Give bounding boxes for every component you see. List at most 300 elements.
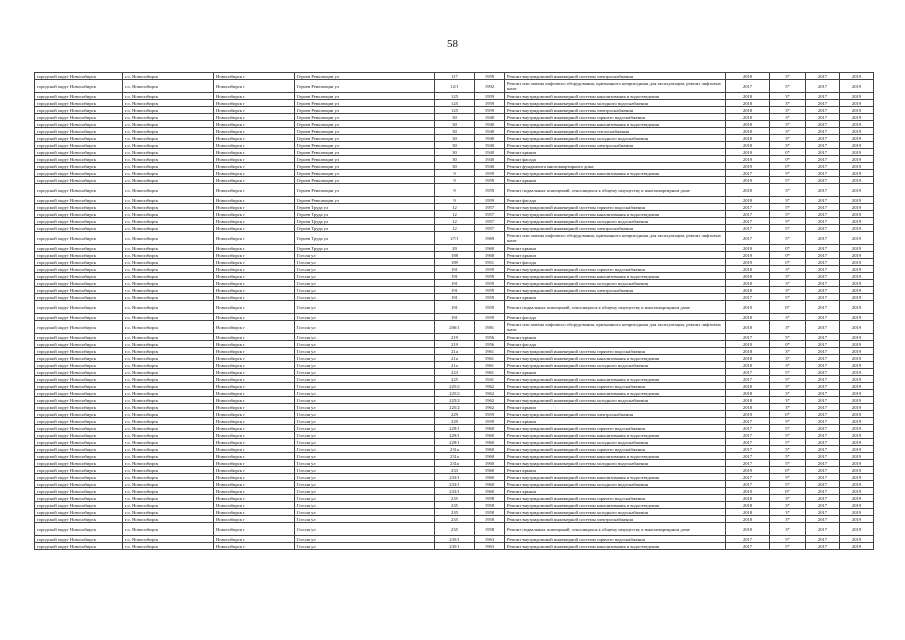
period-start-cell: 2017: [806, 197, 840, 204]
priority-cell: 3*: [770, 321, 806, 334]
city-cell: Новосибирск г: [214, 348, 295, 355]
period-start-cell: 2017: [806, 321, 840, 334]
district-cell: городской округ Новосибирск: [35, 523, 123, 536]
district-cell: городской округ Новосибирск: [35, 135, 123, 142]
priority-cell: 0*: [770, 156, 806, 163]
period-start-cell: 2017: [806, 218, 840, 225]
street-cell: Гоголя ул: [295, 474, 435, 481]
house-number-cell: 191: [435, 287, 475, 294]
priority-cell: 0*: [770, 149, 806, 156]
street-cell: Гоголя ул: [295, 453, 435, 460]
district-cell: городской округ Новосибирск: [35, 348, 123, 355]
build-year-cell: 1959: [475, 107, 505, 114]
municipality-cell: г.о. Новосибирск: [123, 204, 214, 211]
priority-cell: 0*: [770, 252, 806, 259]
repair-schedule-table: [34, 72, 874, 550]
city-cell: Новосибирск г: [214, 418, 295, 425]
district-cell: городской округ Новосибирск: [35, 280, 123, 287]
street-cell: Гоголя ул: [295, 273, 435, 280]
table-row: [35, 93, 874, 100]
period-end-cell: 2019: [840, 460, 874, 467]
priority-cell: 5*: [770, 334, 806, 341]
period-end-cell: 2019: [840, 280, 874, 287]
work-type-cell: Ремонт или замена лифтового оборудования, признанного непригодным для эксплуатации, ремонт лифтовых шахт: [505, 80, 726, 93]
period-end-cell: 2019: [840, 509, 874, 516]
period-start-cell: 2017: [806, 502, 840, 509]
house-number-cell: 30: [435, 135, 475, 142]
build-year-cell: 1941: [475, 376, 505, 383]
street-cell: Гоголя ул: [295, 495, 435, 502]
municipality-cell: г.о. Новосибирск: [123, 280, 214, 287]
district-cell: городской округ Новосибирск: [35, 376, 123, 383]
period-end-cell: 2019: [840, 252, 874, 259]
build-year-cell: 1962: [475, 404, 505, 411]
build-year-cell: 1960: [475, 446, 505, 453]
city-cell: Новосибирск г: [214, 369, 295, 376]
plan-year-cell: 2017: [726, 294, 770, 301]
work-type-cell: Ремонт фасада: [505, 156, 726, 163]
district-cell: городской округ Новосибирск: [35, 149, 123, 156]
house-number-cell: 125: [435, 93, 475, 100]
priority-cell: 5*: [770, 294, 806, 301]
work-type-cell: Ремонт внутридомовой инженерной системы холодного водоснабжения: [505, 509, 726, 516]
street-cell: Героев Революции ул: [295, 142, 435, 149]
work-type-cell: Ремонт внутридомовой инженерной системы холодного водоснабжения: [505, 280, 726, 287]
plan-year-cell: 2018: [726, 495, 770, 502]
plan-year-cell: 2017: [726, 460, 770, 467]
work-type-cell: Ремонт крыши: [505, 177, 726, 184]
period-start-cell: 2017: [806, 481, 840, 488]
period-end-cell: 2019: [840, 334, 874, 341]
build-year-cell: 1960: [475, 439, 505, 446]
priority-cell: 5*: [770, 369, 806, 376]
district-cell: городской округ Новосибирск: [35, 80, 123, 93]
city-cell: Новосибирск г: [214, 280, 295, 287]
plan-year-cell: 2017: [726, 453, 770, 460]
build-year-cell: 1961: [475, 369, 505, 376]
street-cell: Гоголя ул: [295, 509, 435, 516]
city-cell: Новосибирск г: [214, 383, 295, 390]
street-cell: Гоголя ул: [295, 446, 435, 453]
municipality-cell: г.о. Новосибирск: [123, 170, 214, 177]
build-year-cell: 1968: [475, 252, 505, 259]
period-end-cell: 2019: [840, 232, 874, 245]
period-end-cell: 2019: [840, 149, 874, 156]
work-type-cell: Ремонт внутридомовой инженерной системы электроснабжения: [505, 107, 726, 114]
municipality-cell: г.о. Новосибирск: [123, 355, 214, 362]
municipality-cell: г.о. Новосибирск: [123, 321, 214, 334]
plan-year-cell: 2018: [726, 509, 770, 516]
plan-year-cell: 2019: [726, 411, 770, 418]
plan-year-cell: 2017: [726, 225, 770, 232]
city-cell: Новосибирск г: [214, 321, 295, 334]
street-cell: Гоголя ул: [295, 418, 435, 425]
period-start-cell: 2017: [806, 467, 840, 474]
table-row: [35, 280, 874, 287]
priority-cell: 3*: [770, 142, 806, 149]
city-cell: Новосибирск г: [214, 163, 295, 170]
municipality-cell: г.о. Новосибирск: [123, 252, 214, 259]
build-year-cell: 1959: [475, 197, 505, 204]
table-row: [35, 100, 874, 107]
city-cell: Новосибирск г: [214, 232, 295, 245]
street-cell: Героев Труда ул: [295, 245, 435, 252]
house-number-cell: 125: [435, 100, 475, 107]
period-end-cell: 2019: [840, 170, 874, 177]
district-cell: городской округ Новосибирск: [35, 362, 123, 369]
period-start-cell: 2017: [806, 135, 840, 142]
district-cell: городской округ Новосибирск: [35, 259, 123, 266]
period-start-cell: 2017: [806, 523, 840, 536]
municipality-cell: г.о. Новосибирск: [123, 107, 214, 114]
house-number-cell: 225/2: [435, 404, 475, 411]
city-cell: Новосибирск г: [214, 453, 295, 460]
municipality-cell: г.о. Новосибирск: [123, 93, 214, 100]
city-cell: Новосибирск г: [214, 397, 295, 404]
district-cell: городской округ Новосибирск: [35, 266, 123, 273]
street-cell: Гоголя ул: [295, 390, 435, 397]
build-year-cell: 1960: [475, 460, 505, 467]
period-start-cell: 2017: [806, 474, 840, 481]
priority-cell: 3*: [770, 390, 806, 397]
plan-year-cell: 2018: [726, 397, 770, 404]
municipality-cell: г.о. Новосибирск: [123, 523, 214, 536]
district-cell: городской округ Новосибирск: [35, 93, 123, 100]
priority-cell: 0*: [770, 488, 806, 495]
period-start-cell: 2017: [806, 245, 840, 252]
street-cell: Героев Революции ул: [295, 128, 435, 135]
house-number-cell: 21а: [435, 348, 475, 355]
build-year-cell: 1940: [475, 128, 505, 135]
period-start-cell: 2017: [806, 280, 840, 287]
municipality-cell: г.о. Новосибирск: [123, 362, 214, 369]
house-number-cell: 30: [435, 142, 475, 149]
plan-year-cell: 2017: [726, 439, 770, 446]
plan-year-cell: 2019: [726, 259, 770, 266]
work-type-cell: Ремонт внутридомовой инженерной системы канализования и водоотведения: [505, 432, 726, 439]
period-start-cell: 2017: [806, 149, 840, 156]
municipality-cell: г.о. Новосибирск: [123, 467, 214, 474]
municipality-cell: г.о. Новосибирск: [123, 121, 214, 128]
district-cell: городской округ Новосибирск: [35, 397, 123, 404]
street-cell: Гоголя ул: [295, 294, 435, 301]
table-row: [35, 204, 874, 211]
period-start-cell: 2017: [806, 73, 840, 80]
city-cell: Новосибирск г: [214, 135, 295, 142]
work-type-cell: Ремонт внутридомовой инженерной системы горячего водоснабжения: [505, 425, 726, 432]
build-year-cell: 1940: [475, 149, 505, 156]
house-number-cell: 21а: [435, 355, 475, 362]
build-year-cell: 1961: [475, 355, 505, 362]
plan-year-cell: 2019: [726, 467, 770, 474]
build-year-cell: 1959: [475, 418, 505, 425]
table-row: [35, 509, 874, 516]
build-year-cell: 1958: [475, 502, 505, 509]
house-number-cell: 229: [435, 411, 475, 418]
plan-year-cell: 2018: [726, 114, 770, 121]
table-row: [35, 341, 874, 348]
work-type-cell: Ремонт крыши: [505, 369, 726, 376]
work-type-cell: Ремонт внутридомовой инженерной системы холодного водоснабжения: [505, 439, 726, 446]
table-row: [35, 369, 874, 376]
priority-cell: 5*: [770, 446, 806, 453]
street-cell: Гоголя ул: [295, 348, 435, 355]
municipality-cell: г.о. Новосибирск: [123, 73, 214, 80]
city-cell: Новосибирск г: [214, 488, 295, 495]
table-row: [35, 177, 874, 184]
work-type-cell: Ремонт внутридомовой инженерной системы горячего водоснабжения: [505, 266, 726, 273]
table-row: [35, 218, 874, 225]
table-body: [35, 73, 874, 550]
city-cell: Новосибирск г: [214, 301, 295, 314]
priority-cell: 5*: [770, 376, 806, 383]
municipality-cell: г.о. Новосибирск: [123, 404, 214, 411]
build-year-cell: 1940: [475, 114, 505, 121]
street-cell: Героев Революции ул: [295, 177, 435, 184]
house-number-cell: 233/1: [435, 488, 475, 495]
period-start-cell: 2017: [806, 404, 840, 411]
street-cell: Гоголя ул: [295, 536, 435, 543]
work-type-cell: Ремонт внутридомовой инженерной системы канализования и водоотведения: [505, 543, 726, 550]
period-start-cell: 2017: [806, 301, 840, 314]
municipality-cell: г.о. Новосибирск: [123, 114, 214, 121]
build-year-cell: 1959: [475, 273, 505, 280]
period-end-cell: 2019: [840, 314, 874, 321]
plan-year-cell: 2019: [726, 488, 770, 495]
street-cell: Гоголя ул: [295, 481, 435, 488]
period-start-cell: 2017: [806, 100, 840, 107]
work-type-cell: Ремонт внутридомовой инженерной системы канализования и водоотведения: [505, 211, 726, 218]
build-year-cell: 1961: [475, 362, 505, 369]
period-end-cell: 2019: [840, 211, 874, 218]
priority-cell: 0*: [770, 163, 806, 170]
table-row: [35, 411, 874, 418]
build-year-cell: 1959: [475, 294, 505, 301]
table-row: [35, 467, 874, 474]
build-year-cell: 1957: [475, 211, 505, 218]
work-type-cell: Ремонт внутридомовой инженерной системы горячего водоснабжения: [505, 348, 726, 355]
house-number-cell: 21а: [435, 362, 475, 369]
municipality-cell: г.о. Новосибирск: [123, 142, 214, 149]
plan-year-cell: 2019: [726, 245, 770, 252]
house-number-cell: 191: [435, 273, 475, 280]
city-cell: Новосибирск г: [214, 156, 295, 163]
build-year-cell: 1957: [475, 225, 505, 232]
period-end-cell: 2019: [840, 197, 874, 204]
street-cell: Гоголя ул: [295, 314, 435, 321]
table-row: [35, 225, 874, 232]
work-type-cell: Ремонт подвальных помещений, относящихся к общему имуществу в многоквартирном доме: [505, 301, 726, 314]
work-type-cell: Ремонт внутридомовой инженерной системы электроснабжения: [505, 411, 726, 418]
city-cell: Новосибирск г: [214, 266, 295, 273]
district-cell: городской округ Новосибирск: [35, 232, 123, 245]
period-end-cell: 2019: [840, 376, 874, 383]
house-number-cell: 191: [435, 266, 475, 273]
priority-cell: 3*: [770, 314, 806, 321]
table-row: [35, 474, 874, 481]
district-cell: городской округ Новосибирск: [35, 294, 123, 301]
plan-year-cell: 2017: [726, 418, 770, 425]
build-year-cell: 1969: [475, 232, 505, 245]
work-type-cell: Ремонт внутридомовой инженерной системы канализования и водоотведения: [505, 502, 726, 509]
district-cell: городской округ Новосибирск: [35, 114, 123, 121]
work-type-cell: Ремонт крыши: [505, 418, 726, 425]
plan-year-cell: 2018: [726, 184, 770, 197]
priority-cell: 5*: [770, 80, 806, 93]
house-number-cell: 191: [435, 280, 475, 287]
priority-cell: 3*: [770, 404, 806, 411]
municipality-cell: г.о. Новосибирск: [123, 536, 214, 543]
street-cell: Гоголя ул: [295, 439, 435, 446]
table-row: [35, 432, 874, 439]
build-year-cell: 1959: [475, 184, 505, 197]
district-cell: городской округ Новосибирск: [35, 341, 123, 348]
table-row: [35, 516, 874, 523]
period-start-cell: 2017: [806, 163, 840, 170]
district-cell: городской округ Новосибирск: [35, 156, 123, 163]
street-cell: Гоголя ул: [295, 404, 435, 411]
city-cell: Новосибирск г: [214, 100, 295, 107]
period-start-cell: 2017: [806, 397, 840, 404]
plan-year-cell: 2017: [726, 446, 770, 453]
work-type-cell: Ремонт крыши: [505, 467, 726, 474]
municipality-cell: г.о. Новосибирск: [123, 287, 214, 294]
street-cell: Героев Труда ул: [295, 232, 435, 245]
table-row: [35, 446, 874, 453]
build-year-cell: 1963: [475, 543, 505, 550]
plan-year-cell: 2017: [726, 425, 770, 432]
municipality-cell: г.о. Новосибирск: [123, 245, 214, 252]
priority-cell: 3*: [770, 523, 806, 536]
municipality-cell: г.о. Новосибирск: [123, 314, 214, 321]
period-start-cell: 2017: [806, 369, 840, 376]
priority-cell: 3*: [770, 287, 806, 294]
build-year-cell: 1981: [475, 321, 505, 334]
period-end-cell: 2019: [840, 355, 874, 362]
house-number-cell: 30: [435, 163, 475, 170]
plan-year-cell: 2018: [726, 107, 770, 114]
table-row: [35, 334, 874, 341]
build-year-cell: 1959: [475, 100, 505, 107]
build-year-cell: 1960: [475, 481, 505, 488]
street-cell: Гоголя ул: [295, 266, 435, 273]
period-start-cell: 2017: [806, 252, 840, 259]
priority-cell: 5*: [770, 536, 806, 543]
priority-cell: 3*: [770, 355, 806, 362]
period-end-cell: 2019: [840, 245, 874, 252]
priority-cell: 3*: [770, 135, 806, 142]
street-cell: Героев Революции ул: [295, 93, 435, 100]
city-cell: Новосибирск г: [214, 107, 295, 114]
work-type-cell: Ремонт фасада: [505, 259, 726, 266]
city-cell: Новосибирск г: [214, 259, 295, 266]
period-start-cell: 2017: [806, 170, 840, 177]
street-cell: Героев Труда ул: [295, 225, 435, 232]
table-row: [35, 80, 874, 93]
house-number-cell: 223: [435, 369, 475, 376]
period-start-cell: 2017: [806, 495, 840, 502]
priority-cell: 5*: [770, 453, 806, 460]
build-year-cell: 1940: [475, 135, 505, 142]
work-type-cell: Ремонт или замена лифтового оборудования, признанного непригодным для эксплуатации, ремонт лифтовых шахт: [505, 321, 726, 334]
plan-year-cell: 2019: [726, 163, 770, 170]
period-end-cell: 2019: [840, 439, 874, 446]
build-year-cell: 1960: [475, 425, 505, 432]
municipality-cell: г.о. Новосибирск: [123, 128, 214, 135]
district-cell: городской округ Новосибирск: [35, 273, 123, 280]
build-year-cell: 1940: [475, 156, 505, 163]
house-number-cell: 12: [435, 225, 475, 232]
plan-year-cell: 2018: [726, 390, 770, 397]
build-year-cell: 1958: [475, 495, 505, 502]
period-start-cell: 2017: [806, 362, 840, 369]
work-type-cell: Ремонт внутридомовой инженерной системы холодного водоснабжения: [505, 397, 726, 404]
period-start-cell: 2017: [806, 177, 840, 184]
plan-year-cell: 2018: [726, 100, 770, 107]
work-type-cell: Ремонт внутридомовой инженерной системы канализования и водоотведения: [505, 355, 726, 362]
table-row: [35, 383, 874, 390]
priority-cell: 5*: [770, 177, 806, 184]
municipality-cell: г.о. Новосибирск: [123, 149, 214, 156]
house-number-cell: 235/1: [435, 536, 475, 543]
street-cell: Гоголя ул: [295, 543, 435, 550]
priority-cell: 5*: [770, 432, 806, 439]
period-start-cell: 2017: [806, 488, 840, 495]
period-start-cell: 2017: [806, 211, 840, 218]
build-year-cell: 1957: [475, 204, 505, 211]
house-number-cell: 30: [435, 128, 475, 135]
plan-year-cell: 2018: [726, 73, 770, 80]
priority-cell: 5*: [770, 460, 806, 467]
build-year-cell: 1960: [475, 467, 505, 474]
city-cell: Новосибирск г: [214, 432, 295, 439]
house-number-cell: 125: [435, 107, 475, 114]
work-type-cell: Ремонт внутридомовой инженерной системы горячего водоснабжения: [505, 383, 726, 390]
plan-year-cell: 2017: [726, 218, 770, 225]
priority-cell: 3*: [770, 114, 806, 121]
period-end-cell: 2019: [840, 294, 874, 301]
build-year-cell: 1959: [475, 411, 505, 418]
street-cell: Гоголя ул: [295, 397, 435, 404]
table-row: [35, 543, 874, 550]
plan-year-cell: 2018: [726, 362, 770, 369]
work-type-cell: Ремонт внутридомовой инженерной системы канализования и водоотведения: [505, 121, 726, 128]
work-type-cell: Ремонт внутридомовой инженерной системы канализования и водоотведения: [505, 170, 726, 177]
municipality-cell: г.о. Новосибирск: [123, 177, 214, 184]
period-end-cell: 2019: [840, 369, 874, 376]
house-number-cell: 235: [435, 516, 475, 523]
period-start-cell: 2017: [806, 204, 840, 211]
build-year-cell: 1960: [475, 488, 505, 495]
municipality-cell: г.о. Новосибирск: [123, 80, 214, 93]
house-number-cell: 231а: [435, 446, 475, 453]
priority-cell: 3*: [770, 93, 806, 100]
period-start-cell: 2017: [806, 107, 840, 114]
table-row: [35, 348, 874, 355]
period-start-cell: 2017: [806, 425, 840, 432]
district-cell: городской округ Новосибирск: [35, 474, 123, 481]
period-start-cell: 2017: [806, 232, 840, 245]
city-cell: Новосибирск г: [214, 177, 295, 184]
house-number-cell: 12/1: [435, 80, 475, 93]
work-type-cell: Ремонт внутридомовой инженерной системы канализования и водоотведения: [505, 273, 726, 280]
plan-year-cell: 2019: [726, 341, 770, 348]
period-start-cell: 2017: [806, 114, 840, 121]
work-type-cell: Ремонт крыши: [505, 294, 726, 301]
period-start-cell: 2017: [806, 259, 840, 266]
street-cell: Героев Революции ул: [295, 163, 435, 170]
city-cell: Новосибирск г: [214, 197, 295, 204]
